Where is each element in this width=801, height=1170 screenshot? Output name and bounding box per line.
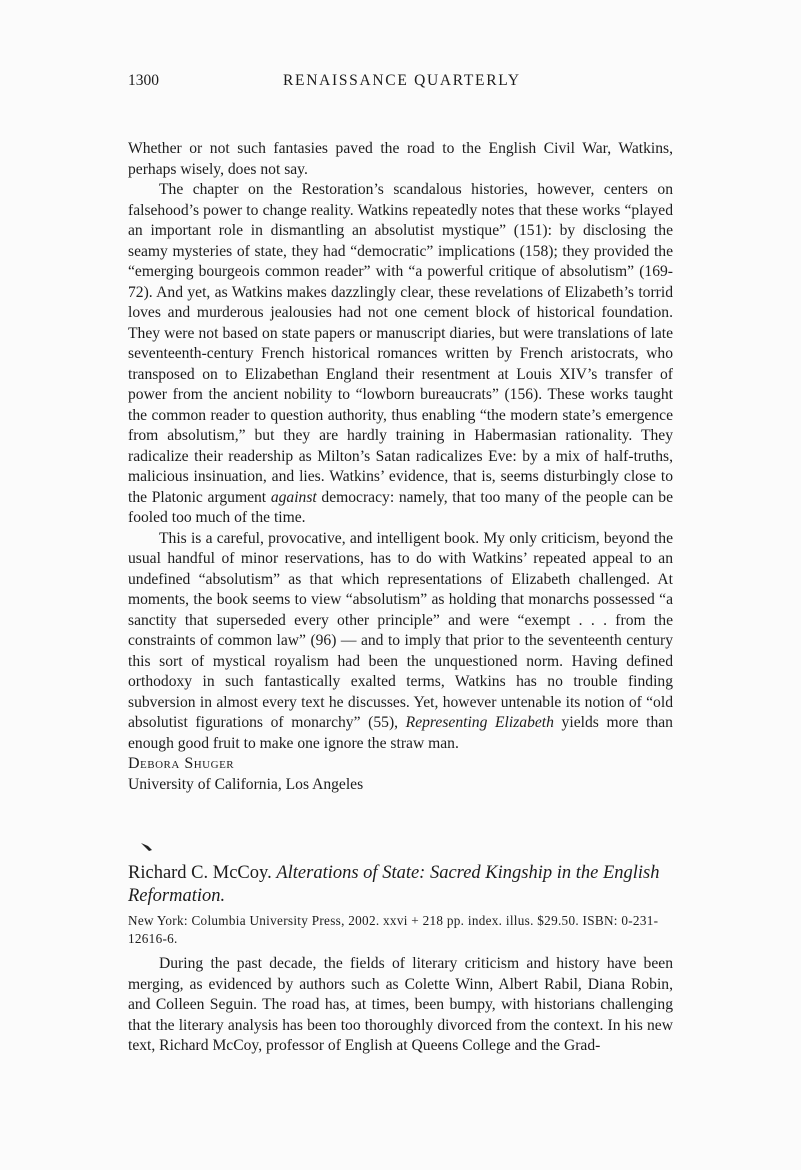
paragraph xyxy=(128,529,673,755)
reviewer-name: Debora Shuger xyxy=(128,755,235,772)
running-head xyxy=(128,72,674,94)
stray-mark xyxy=(140,840,158,852)
review-shuger-body xyxy=(128,139,673,795)
paragraph: During the past decade, the fields of literary criticism and history have been merging, as evidenced by authors such as Colette Winn, Albert Rabil, Diana Robin, and Colleen Seguin. The road has, at times, been bumpy, with historians challenging that the literary analysis has been too thoroughly divorced from the context. In his new text, Richard McCoy, professor of English at Queens College and the Grad- xyxy=(128,955,673,1054)
paragraph-text: The chapter on the Restoration’s scandalous histories, however, centers on falsehood’s power to change reality. Watkins repeatedly notes that these works “played an important role in dismantling an absolutist mystique” (151): by disclosing the seamy mysteries of state, they had “democratic” implications (158); they provided the “emerging bourgeois common reader” with “a powerful critique of absolutism” (169-72). And yet, as Watkins makes dazzlingly clear, these revelations of Elizabeth’s torrid loves and murderous jealousies had not one cement block of historical foundation. They were not based on state papers or manuscript diaries, but were translations of late seventeenth-century French historical romances written by French aristocrats, who transposed on to Elizabethan England their resentment at Louis XIV’s transfer of power from the ancient nobility to “lowborn bureaucrats” (156). These works taught the common reader to question authority, thus enabling “the modern state’s emergence from absolutism,” but they are hardly training in Habermasian rationality. They radicalize their readership as Milton’s Satan radicalizes Eve: by a mix of half-truths, malicious insinuation, and lies. Watkins’ evidence, that is, seems disturbingly close to the Platonic argument xyxy=(128,181,673,506)
emphasis-text: against xyxy=(270,488,317,506)
paragraph-text: democracy: namely, that too many of the people can be fooled too much of the time. xyxy=(128,488,673,526)
paragraph-text: This is a careful, provocative, and intelligent book. My only criticism, beyond the usual handful of minor reservations, has to do with Watkins’ repeated appeal to an undefined “absolutism” as that which representations of Elizabeth challenged. At moments, the book seems to view “absolutism” as holding that monarchs possessed “a sanctity that superseded every other principle” and were “exempt . . . from the constraints of common law” (96) — and to imply that prior to the seventeenth century this sort of mystical royalism had been the unquestioned norm. Having defined orthodoxy in such fantastically exalted terms, Watkins has no trouble finding subversion in almost every text he discusses. Yet, however untenable its notion of “old absolutist figurations of monarchy” (55), xyxy=(128,529,673,731)
paragraph-text: yields more than enough good fruit to make one ignore the straw man. xyxy=(128,714,673,752)
publication-info: New York: Columbia University Press, 2002. xxvi + 218 pp. index. illus. $29.50. ISBN: 0-231-12616-6. xyxy=(128,913,659,946)
reviewer-affiliation: University of California, Los Angeles xyxy=(128,775,364,793)
review-heading xyxy=(128,862,673,908)
review-mccoy-body xyxy=(128,954,673,1057)
book-author: Richard C. McCoy. xyxy=(128,863,277,883)
paragraph: Whether or not such fantasies paved the road to the English Civil War, Watkins, perhaps wisely, does not say. xyxy=(128,140,673,178)
book-title-italic: Representing Elizabeth xyxy=(405,714,554,731)
paragraph xyxy=(128,180,673,529)
page-number: 1300 xyxy=(128,72,159,89)
journal-title: RENAISSANCE QUARTERLY xyxy=(283,72,521,89)
book-title: Alterations of State: Sacred Kingship in the English Reformation. xyxy=(128,863,660,906)
